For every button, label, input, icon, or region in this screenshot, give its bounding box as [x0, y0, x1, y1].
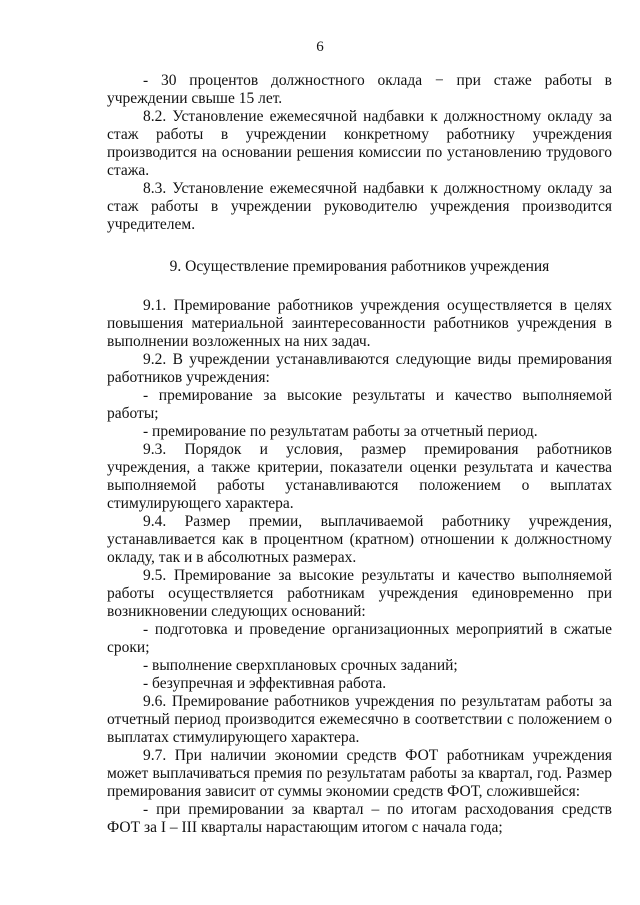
paragraph: 9.7. При наличии экономии средств ФОТ работникам учреждения может выплачиваться премия по результатам работы за квартал, год. Размер премирования зависит от суммы экономии средств ФОТ, сложившейся: [107, 747, 612, 800]
paragraph: - безупречная и эффективная работа. [143, 675, 387, 692]
paragraph: - при премировании за квартал – по итогам расходования средств ФОТ за I – III кварталы нарастающим итогом с начала года; [107, 801, 612, 836]
paragraph: - премирование за высокие результаты и качество выполняемой работы; [107, 387, 612, 422]
paragraph: 9.1. Премирование работников учреждения осуществляется в целях повышения материальной заинтересованности работников учреждения в выполнении возложенных на них задач. [107, 297, 612, 350]
paragraph: - выполнение сверхплановых срочных заданий; [143, 657, 458, 674]
paragraph: 9.2. В учреждении устанавливаются следующие виды премирования работников учреждения: [107, 351, 612, 386]
paragraph: 9.5. Премирование за высокие результаты и качество выполняемой работы осуществляется работникам учреждения единовременно при возникновении следующих оснований: [107, 567, 612, 620]
document-body [107, 72, 612, 837]
paragraph: 8.3. Установление ежемесячной надбавки к должностному окладу за стаж работы в учреждении руководителю учреждения производится учредителем. [107, 180, 612, 233]
paragraph: 9.4. Размер премии, выплачиваемой работнику учреждения, устанавливается как в процентном (кратном) отношении к должностному окладу, так и в абсолютных размерах. [107, 513, 612, 566]
paragraph: - премирование по результатам работы за отчетный период. [143, 423, 538, 440]
paragraph: - подготовка и проведение организационных мероприятий в сжатые сроки; [107, 621, 612, 656]
paragraph: 9.3. Порядок и условия, размер премирования работников учреждения, а также критерии, показатели оценки результата и качества выполняемой работы устанавливаются положением о выплатах стимулирующего характера. [107, 441, 612, 512]
paragraph: 8.2. Установление ежемесячной надбавки к должностному окладу за стаж работы в учреждении конкретному работнику учреждения производится на основании решения комиссии по установлению трудового стажа. [107, 108, 612, 179]
section-heading: 9. Осуществление премирования работников учреждения [169, 258, 550, 275]
paragraph: 9.6. Премирование работников учреждения по результатам работы за отчетный период производится ежемесячно в соответствии с положением о выплатах стимулирующего характера. [107, 693, 612, 746]
paragraph: - 30 процентов должностного оклада − при стаже работы в учреждении свыше 15 лет. [107, 72, 612, 107]
page-number: 6 [316, 39, 324, 55]
